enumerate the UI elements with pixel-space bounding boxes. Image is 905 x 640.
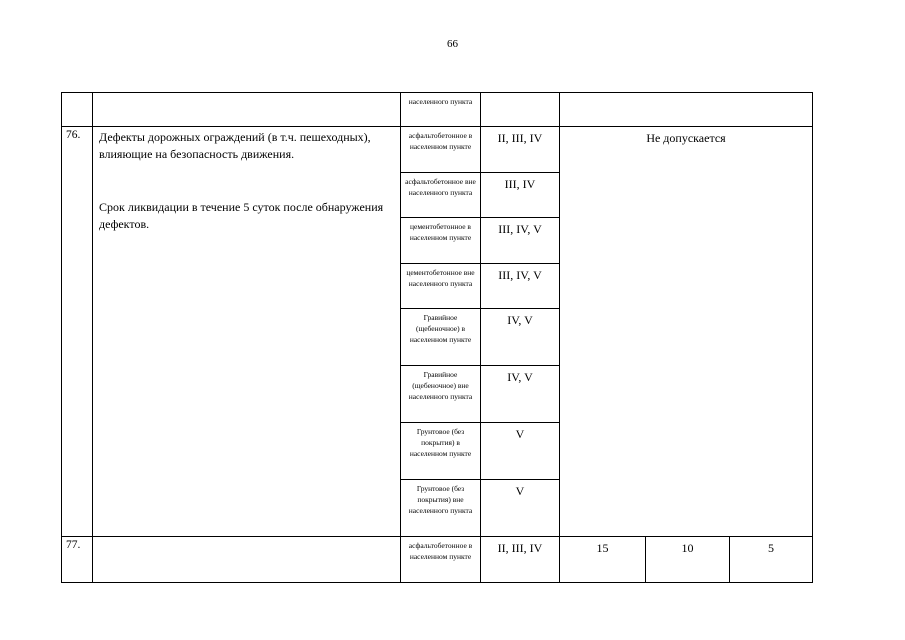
category-cell: IV, V [481, 366, 560, 423]
defect-description [93, 127, 401, 537]
category-cell: III, IV, V [481, 218, 560, 264]
category-cell: II, III, IV [481, 127, 560, 173]
value-cell: 15 [560, 537, 646, 583]
row-number: 76. [62, 127, 93, 537]
road-type-cell: цементобетонное вне населенного пункта [401, 264, 481, 309]
value-cell: 5 [730, 537, 813, 583]
defect-text: Дефекты дорожных ограждений (в т.ч. пешеходных), влияющие на безопасность движения. [99, 130, 371, 161]
description-cell [93, 93, 401, 127]
road-type-cell: асфальтобетонное в населенном пункте [401, 537, 481, 583]
row-number-cell [62, 93, 93, 127]
value-cell: 10 [646, 537, 730, 583]
road-type-cell: Гравийное (щебеночное) вне населенного пункта [401, 366, 481, 423]
category-cell: V [481, 480, 560, 537]
category-cell: V [481, 423, 560, 480]
road-type-cell: Грунтовое (без покрытия) в населенном пункте [401, 423, 481, 480]
category-cell [481, 93, 560, 127]
road-type-cell: населенного пункта [401, 93, 481, 127]
road-type-cell: Грунтовое (без покрытия) вне населенного пункта [401, 480, 481, 537]
deadline-text: Срок ликвидации в течение 5 суток после обнаружения дефектов. [99, 200, 384, 231]
page-number: 66 [447, 38, 458, 50]
road-type-cell: асфальтобетонное в населенном пункте [401, 127, 481, 173]
road-type-cell: цементобетонное в населенном пункте [401, 218, 481, 264]
road-type-cell: асфальтобетонное вне населенного пункта [401, 173, 481, 218]
defects-table [61, 92, 813, 583]
table-row [62, 93, 813, 127]
status-cell: Не допускается [560, 127, 813, 537]
value-cell [560, 93, 813, 127]
category-cell: III, IV [481, 173, 560, 218]
category-cell: IV, V [481, 309, 560, 366]
table-row [62, 127, 813, 173]
category-cell: III, IV, V [481, 264, 560, 309]
row-number: 77. [62, 537, 93, 583]
category-cell: II, III, IV [481, 537, 560, 583]
defect-description [93, 537, 401, 583]
road-type-cell: Гравийное (щебеночное) в населенном пункте [401, 309, 481, 366]
table-row [62, 537, 813, 583]
